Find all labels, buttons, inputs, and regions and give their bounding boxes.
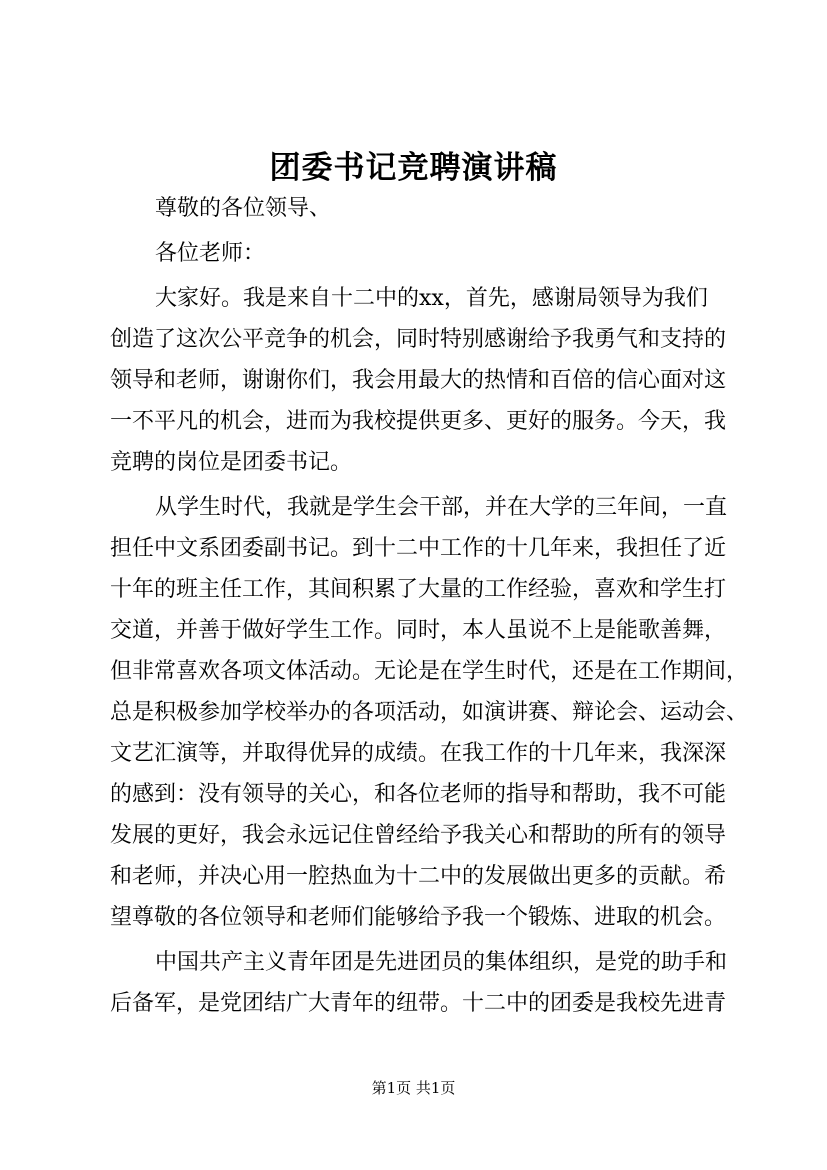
text-line: 担任中文系团委副书记。到十二中工作的十几年来，我担任了近 xyxy=(110,536,727,561)
text-line: 的感到：没有领导的关心，和各位老师的指导和帮助，我不可能 xyxy=(110,782,727,807)
text-line: 文艺汇演等，并取得优异的成绩。在我工作的十几年来，我深深 xyxy=(110,741,727,766)
text-line: 领导和老师，谢谢你们，我会用最大的热情和百倍的信心面对这 xyxy=(110,368,727,393)
text-line: 发展的更好，我会永远记住曾经给予我关心和帮助的所有的领导 xyxy=(110,823,727,848)
text-line: 和老师，并决心用一腔热血为十二中的发展做出更多的贡献。希 xyxy=(110,864,727,889)
text-line: 竞聘的岗位是团委书记。 xyxy=(110,450,353,475)
text-line: 十年的班主任工作，其间积累了大量的工作经验，喜欢和学生打 xyxy=(110,577,727,602)
text-line: 总是积极参加学校举办的各项活动，如演讲赛、辩论会、运动会、 xyxy=(110,700,749,725)
text-line: 大家好。我是来自十二中的xx，首先，感谢局领导为我们 xyxy=(155,286,708,311)
text-line: 但非常喜欢各项文体活动。无论是在学生时代，还是在工作期间， xyxy=(110,659,749,684)
text-line: 创造了这次公平竞争的机会，同时特别感谢给予我勇气和支持的 xyxy=(110,327,727,352)
text-line: 一不平凡的机会，进而为我校提供更多、更好的服务。今天，我 xyxy=(110,409,727,434)
text-line: 望尊敬的各位领导和老师们能够给予我一个锻炼、进取的机会。 xyxy=(110,905,727,930)
page-footer: 第1页 共1页 xyxy=(371,1079,456,1097)
text-line: 各位老师： xyxy=(155,241,266,266)
text-line: 中国共产主义青年团是先进团员的集体组织，是党的助手和 xyxy=(155,950,728,975)
document-title: 团委书记竞聘演讲稿 xyxy=(269,150,558,186)
text-line: 从学生时代，我就是学生会干部，并在大学的三年间，一直 xyxy=(155,495,728,520)
text-line: 后备军，是党团结广大青年的纽带。十二中的团委是我校先进青 xyxy=(110,991,727,1016)
text-line: 交道，并善于做好学生工作。同时，本人虽说不上是能歌善舞， xyxy=(110,618,727,643)
text-line: 尊敬的各位领导、 xyxy=(155,196,332,221)
